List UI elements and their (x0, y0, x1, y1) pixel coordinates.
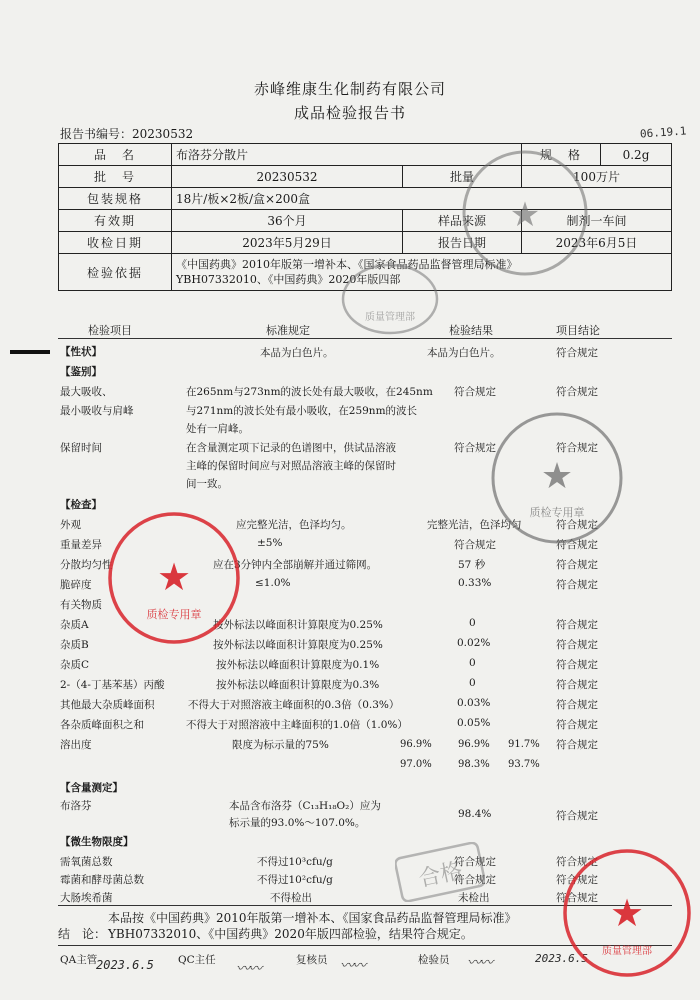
uv-conclusion: 符合规定 (556, 386, 598, 398)
weight-standard: ±5% (257, 537, 283, 549)
product-info-table (58, 143, 672, 291)
info-row-product (59, 144, 672, 166)
dissolution-standard: 限度为标示量的75% (232, 739, 329, 751)
grey-stamp-quality-right-star: ★ (540, 456, 574, 497)
product-value: 布洛芬分散片 (172, 144, 522, 166)
info-row-validity (59, 210, 672, 232)
appearance-standard: 应完整光洁，色泽均匀。 (236, 519, 352, 531)
aerobic-standard: 不得过10³cfu/g (257, 856, 333, 868)
company-name: 赤峰维康生化制药有限公司 (253, 80, 446, 98)
other-max-conclusion: 符合规定 (556, 699, 598, 711)
dissolution-result-3: 91.7% (508, 739, 540, 750)
dissolution-result-4: 97.0% (400, 759, 432, 770)
appearance-item: 外观 (60, 519, 81, 531)
weight-item: 重量差异 (60, 539, 102, 551)
source-value: 制剂一车间 (522, 210, 672, 232)
impurity-c-item: 杂质C (60, 659, 90, 671)
impurity-b-standard: 按外标法以峰面积计算限度为0.25% (213, 639, 383, 651)
impurity-d-standard: 按外标法以峰面积计算限度为0.3% (216, 679, 380, 691)
conclusion-divider-bottom (58, 945, 672, 946)
friability-item: 脆碎度 (60, 579, 92, 591)
dissolution-result-2: 96.9% (458, 739, 490, 750)
received-value: 2023年5月29日 (172, 232, 403, 254)
other-max-item: 其他最大杂质峰面积 (60, 699, 155, 711)
conclusion-line-1: 本品按《中国药典》2010年版第一增补本、《国家食品药品监督管理局标准》 (108, 911, 517, 925)
report-title: 成品检验报告书 (293, 104, 406, 122)
validity-value: 36个月 (172, 210, 403, 232)
dissolution-result-5: 98.3% (458, 759, 490, 770)
aerobic-conclusion: 符合规定 (556, 856, 598, 868)
impurity-c-standard: 按外标法以峰面积计算限度为0.1% (216, 659, 380, 671)
basis-line-2: YBH07332010、《中国药典》2020年版四部 (176, 273, 401, 286)
impurity-a-item: 杂质A (60, 619, 89, 631)
other-max-result: 0.03% (457, 697, 491, 709)
red-stamp-bottom-right-sub: 质量管理部 (602, 946, 652, 957)
assay-conclusion: 符合规定 (556, 810, 598, 822)
red-stamp-bottom-right-star: ★ (609, 891, 645, 935)
package-value: 18片/板×2板/盒×200盒 (172, 188, 672, 210)
handwritten-date: 06.19.1 (639, 124, 687, 141)
uv-result: 符合规定 (454, 386, 496, 398)
traits-result: 本品为白色片。 (427, 347, 501, 359)
inspector-label: 检验员 (418, 954, 450, 966)
basis-value (172, 254, 672, 291)
dispersion-result: 57 秒 (458, 559, 486, 571)
friability-result: 0.33% (458, 577, 492, 589)
ecoli-conclusion: 符合规定 (556, 892, 598, 904)
dissolution-conclusion: 符合规定 (556, 739, 598, 751)
impurity-b-result: 0.02% (457, 637, 491, 649)
validity-label: 有效期 (59, 210, 172, 232)
assay-item: 布洛芬 (60, 800, 92, 812)
conclusion-block (58, 910, 672, 942)
impurity-d-conclusion: 符合规定 (556, 679, 598, 691)
product-label: 品 名 (59, 144, 172, 166)
source-label: 样品来源 (403, 210, 522, 232)
impurity-c-conclusion: 符合规定 (556, 659, 598, 671)
red-stamp-left-sub: 质检专用章 (146, 608, 202, 621)
grey-stamp-quality-right-sub: 质检专用章 (529, 506, 585, 519)
qc-label: QC主任 (178, 954, 216, 966)
qc-signature: 〰〰 (236, 961, 260, 977)
qa-label: QA主管 (60, 954, 98, 966)
retention-standard-2: 主峰的保留时间应与对照品溶液主峰的保留时 (186, 460, 396, 472)
appearance-conclusion: 符合规定 (556, 519, 598, 531)
batch-size-value: 100万片 (522, 166, 672, 188)
aerobic-item: 需氧菌总数 (60, 856, 113, 868)
weight-conclusion: 符合规定 (556, 539, 598, 551)
impurity-a-result: 0 (469, 617, 476, 629)
header-divider (58, 338, 672, 339)
dispersion-standard: 应在3分钟内全部崩解并通过筛网。 (213, 559, 378, 571)
appearance-result: 完整光洁，色泽均匀 (427, 519, 522, 531)
dispersion-item: 分散均匀性 (60, 559, 113, 571)
uv-standard-1: 在265nm与273nm的波长处有最大吸收，在245nm (186, 386, 433, 398)
mold-standard: 不得过10²cfu/g (257, 874, 333, 886)
info-row-dates (59, 232, 672, 254)
friability-standard: ≤1.0% (255, 577, 291, 589)
report-number-label: 报告书编号： (60, 127, 133, 141)
uv-standard-3: 处有一肩峰。 (186, 423, 249, 435)
section-assay: 【含量测定】 (60, 782, 123, 794)
report-date-value: 2023年6月5日 (522, 232, 672, 254)
conclusion-label: 结 论： (58, 927, 107, 941)
other-max-standard: 不得大于对照溶液主峰面积的0.3倍（0.3%） (188, 699, 400, 711)
uv-standard-2: 与271nm的波长处有最小吸收，在259nm的波长 (186, 405, 418, 417)
grey-stamp-middle-sub: 质量管理部 (365, 312, 415, 323)
conclusion-line-2: YBH07332010、《中国药典》2020年版四部检验，结果符合规定。 (108, 927, 473, 941)
section-micro: 【微生物限度】 (60, 836, 134, 848)
uv-item-2: 最小吸收与肩峰 (60, 405, 134, 417)
dispersion-conclusion: 符合规定 (556, 559, 598, 571)
retention-standard-1: 在含量测定项下记录的色谱图中，供试品溶液 (186, 442, 396, 454)
dissolution-result-6: 93.7% (508, 759, 540, 770)
ecoli-result: 未检出 (458, 892, 490, 904)
section-inspection: 【检查】 (60, 499, 102, 511)
impurity-b-conclusion: 符合规定 (556, 639, 598, 651)
other-sum-conclusion: 符合规定 (556, 719, 598, 731)
reviewer-label: 复核员 (296, 954, 328, 966)
impurity-d-result: 0 (469, 677, 476, 689)
impurity-a-standard: 按外标法以峰面积计算限度为0.25% (213, 619, 383, 631)
col-header-result: 检验结果 (449, 324, 493, 337)
red-stamp-left-star: ★ (156, 555, 192, 599)
ecoli-item: 大肠埃希菌 (60, 892, 113, 904)
received-label: 收检日期 (59, 232, 172, 254)
section-traits: 【性状】 (60, 346, 102, 358)
col-header-item: 检验项目 (88, 324, 132, 337)
mold-result: 符合规定 (454, 874, 496, 886)
info-row-package (59, 188, 672, 210)
related-substances-item: 有关物质 (60, 599, 102, 611)
friability-conclusion: 符合规定 (556, 579, 598, 591)
assay-standard-1: 本品含布洛芬（C₁₃H₁₈O₂）应为 (229, 800, 381, 812)
retention-result: 符合规定 (454, 442, 496, 454)
conclusion-divider-top (58, 905, 672, 906)
package-label: 包装规格 (59, 188, 172, 210)
traits-standard: 本品为白色片。 (260, 347, 334, 359)
info-row-batch (59, 166, 672, 188)
dissolution-item: 溶出度 (60, 739, 92, 751)
qa-signature: 2023.6.5 (96, 958, 154, 972)
batch-label: 批 号 (59, 166, 172, 188)
col-header-conclusion: 项目结论 (556, 324, 600, 337)
basis-line-1: 《中国药典》2010年版第一增补本、《国家食品药品监督管理局标准》 (176, 258, 518, 271)
uv-item-1: 最大吸收、 (60, 386, 113, 398)
weight-result: 符合规定 (454, 539, 496, 551)
retention-item: 保留时间 (60, 442, 102, 454)
conclusion-line-2-row (58, 926, 672, 942)
report-number (60, 125, 193, 142)
inspector-date: 2023.6.5 (535, 952, 588, 965)
info-row-basis (59, 254, 672, 291)
other-sum-item: 各杂质峰面积之和 (60, 719, 144, 731)
other-sum-standard: 不得大于对照溶液中主峰面积的1.0倍（1.0%） (186, 719, 408, 731)
spec-value: 0.2g (601, 144, 672, 166)
dissolution-result-1: 96.9% (400, 739, 432, 750)
report-date-label: 报告日期 (403, 232, 522, 254)
assay-result: 98.4% (458, 808, 492, 820)
batch-value: 20230532 (172, 166, 403, 188)
pass-stamp-text: 合格 (416, 858, 465, 893)
traits-conclusion: 符合规定 (556, 347, 598, 359)
assay-standard-2: 标示量的93.0%～107.0%。 (229, 817, 366, 829)
retention-standard-3: 间一致。 (186, 478, 228, 490)
section-identification: 【鉴别】 (60, 366, 102, 378)
basis-label: 检验依据 (59, 254, 172, 291)
ecoli-standard: 不得检出 (270, 892, 312, 904)
impurity-a-conclusion: 符合规定 (556, 619, 598, 631)
impurity-b-item: 杂质B (60, 639, 89, 651)
other-sum-result: 0.05% (457, 717, 491, 729)
batch-size-label: 批量 (403, 166, 522, 188)
mold-conclusion: 符合规定 (556, 874, 598, 886)
mold-item: 霉菌和酵母菌总数 (60, 874, 144, 886)
grey-stamp-top-right-star: ★ (509, 195, 541, 235)
report-number-value: 20230532 (132, 127, 194, 141)
black-margin-mark (10, 350, 50, 354)
aerobic-result: 符合规定 (454, 856, 496, 868)
impurity-c-result: 0 (469, 657, 476, 669)
spec-label: 规 格 (522, 144, 601, 166)
col-header-standard: 标准规定 (266, 324, 310, 337)
retention-conclusion: 符合规定 (556, 442, 598, 454)
reviewer-signature: 〰〰 (340, 958, 364, 974)
inspector-signature: 〰〰 (467, 955, 491, 971)
impurity-d-item: 2-（4-丁基苯基）丙酸 (60, 679, 165, 691)
